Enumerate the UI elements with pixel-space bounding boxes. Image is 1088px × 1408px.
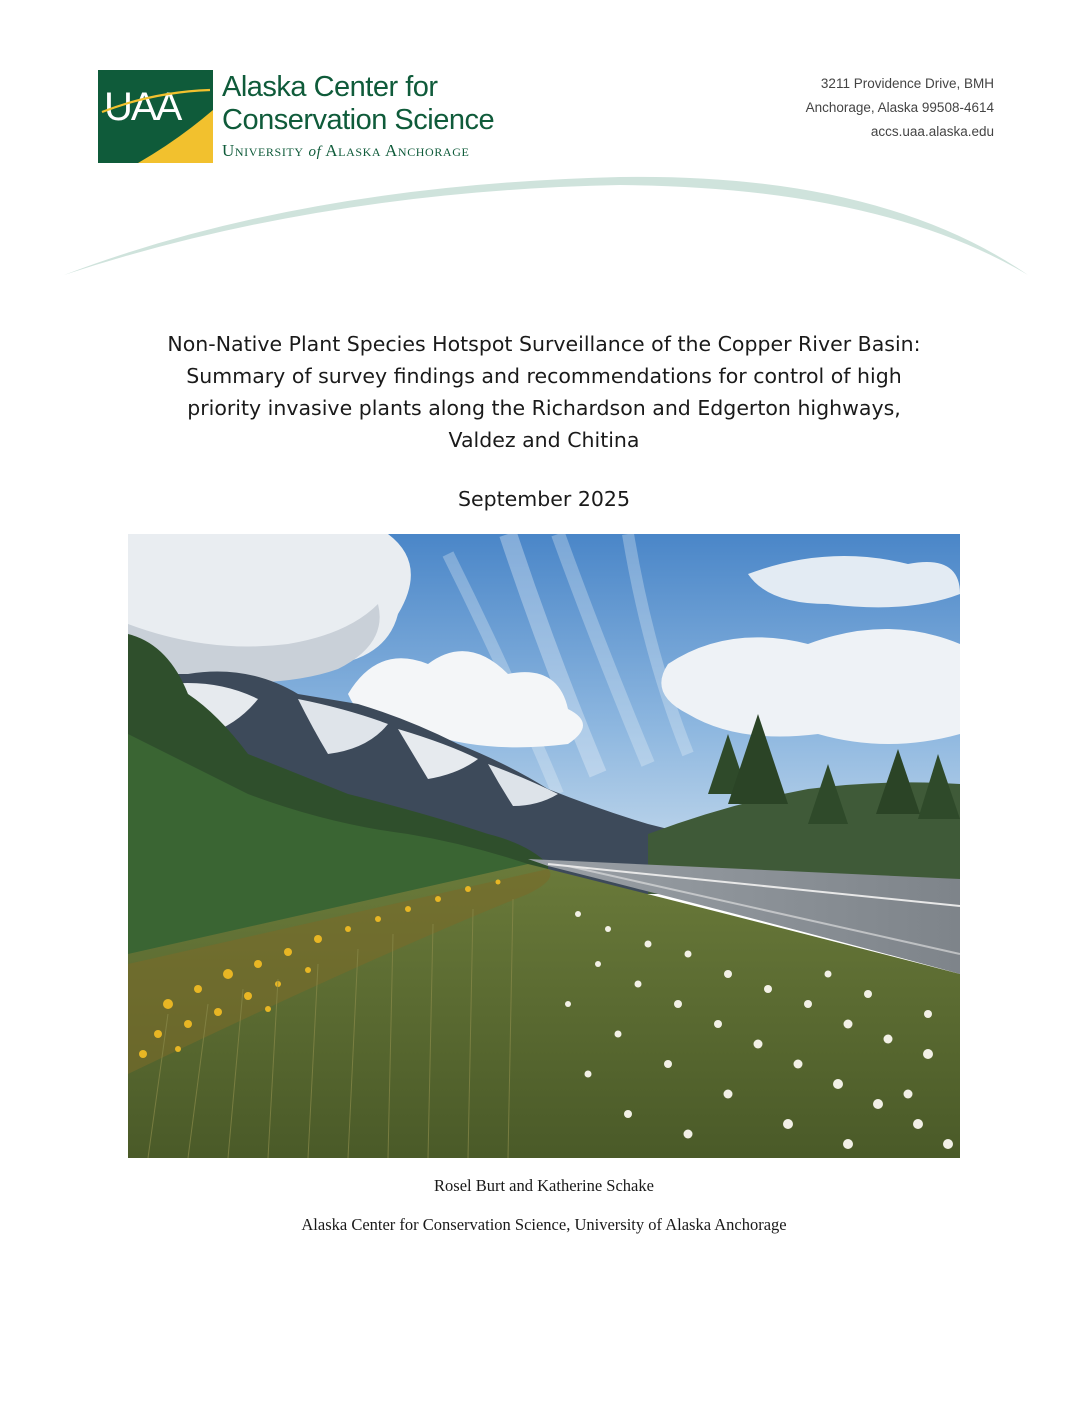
title-line-3: priority invasive plants along the Richardson and Edgerton highways, (187, 396, 901, 420)
report-title (120, 328, 968, 456)
address-city: Anchorage, Alaska 99508-4614 (805, 100, 994, 115)
logo-line-3: University of Alaska Anchorage (222, 141, 470, 160)
title-line-4: Valdez and Chitina (448, 428, 640, 452)
mailing-address (806, 72, 994, 144)
svg-text:UAA: UAA (104, 85, 181, 129)
report-authors: Rosel Burt and Katherine Schake (434, 1176, 654, 1195)
cover-photo (128, 534, 960, 1158)
address-website: accs.uaa.alaska.edu (870, 124, 994, 139)
report-date: September 2025 (458, 487, 630, 511)
decorative-swoosh (0, 165, 1088, 285)
organization-logo (98, 70, 568, 165)
logo-line-1: Alaska Center for (222, 71, 438, 103)
uaa-logo-mark (98, 70, 213, 163)
roadside-landscape-photo (128, 534, 960, 1158)
uaa-logo-graphic (98, 70, 213, 163)
title-line-1: Non-Native Plant Species Hotspot Surveillance of the Copper River Basin: (167, 332, 921, 356)
logo-line-2: Conservation Science (222, 104, 495, 136)
address-street: 3211 Providence Drive, BMH (820, 76, 994, 91)
author-affiliation: Alaska Center for Conservation Science, University of Alaska Anchorage (301, 1215, 787, 1234)
title-line-2: Summary of survey findings and recommendations for control of high (186, 364, 902, 388)
